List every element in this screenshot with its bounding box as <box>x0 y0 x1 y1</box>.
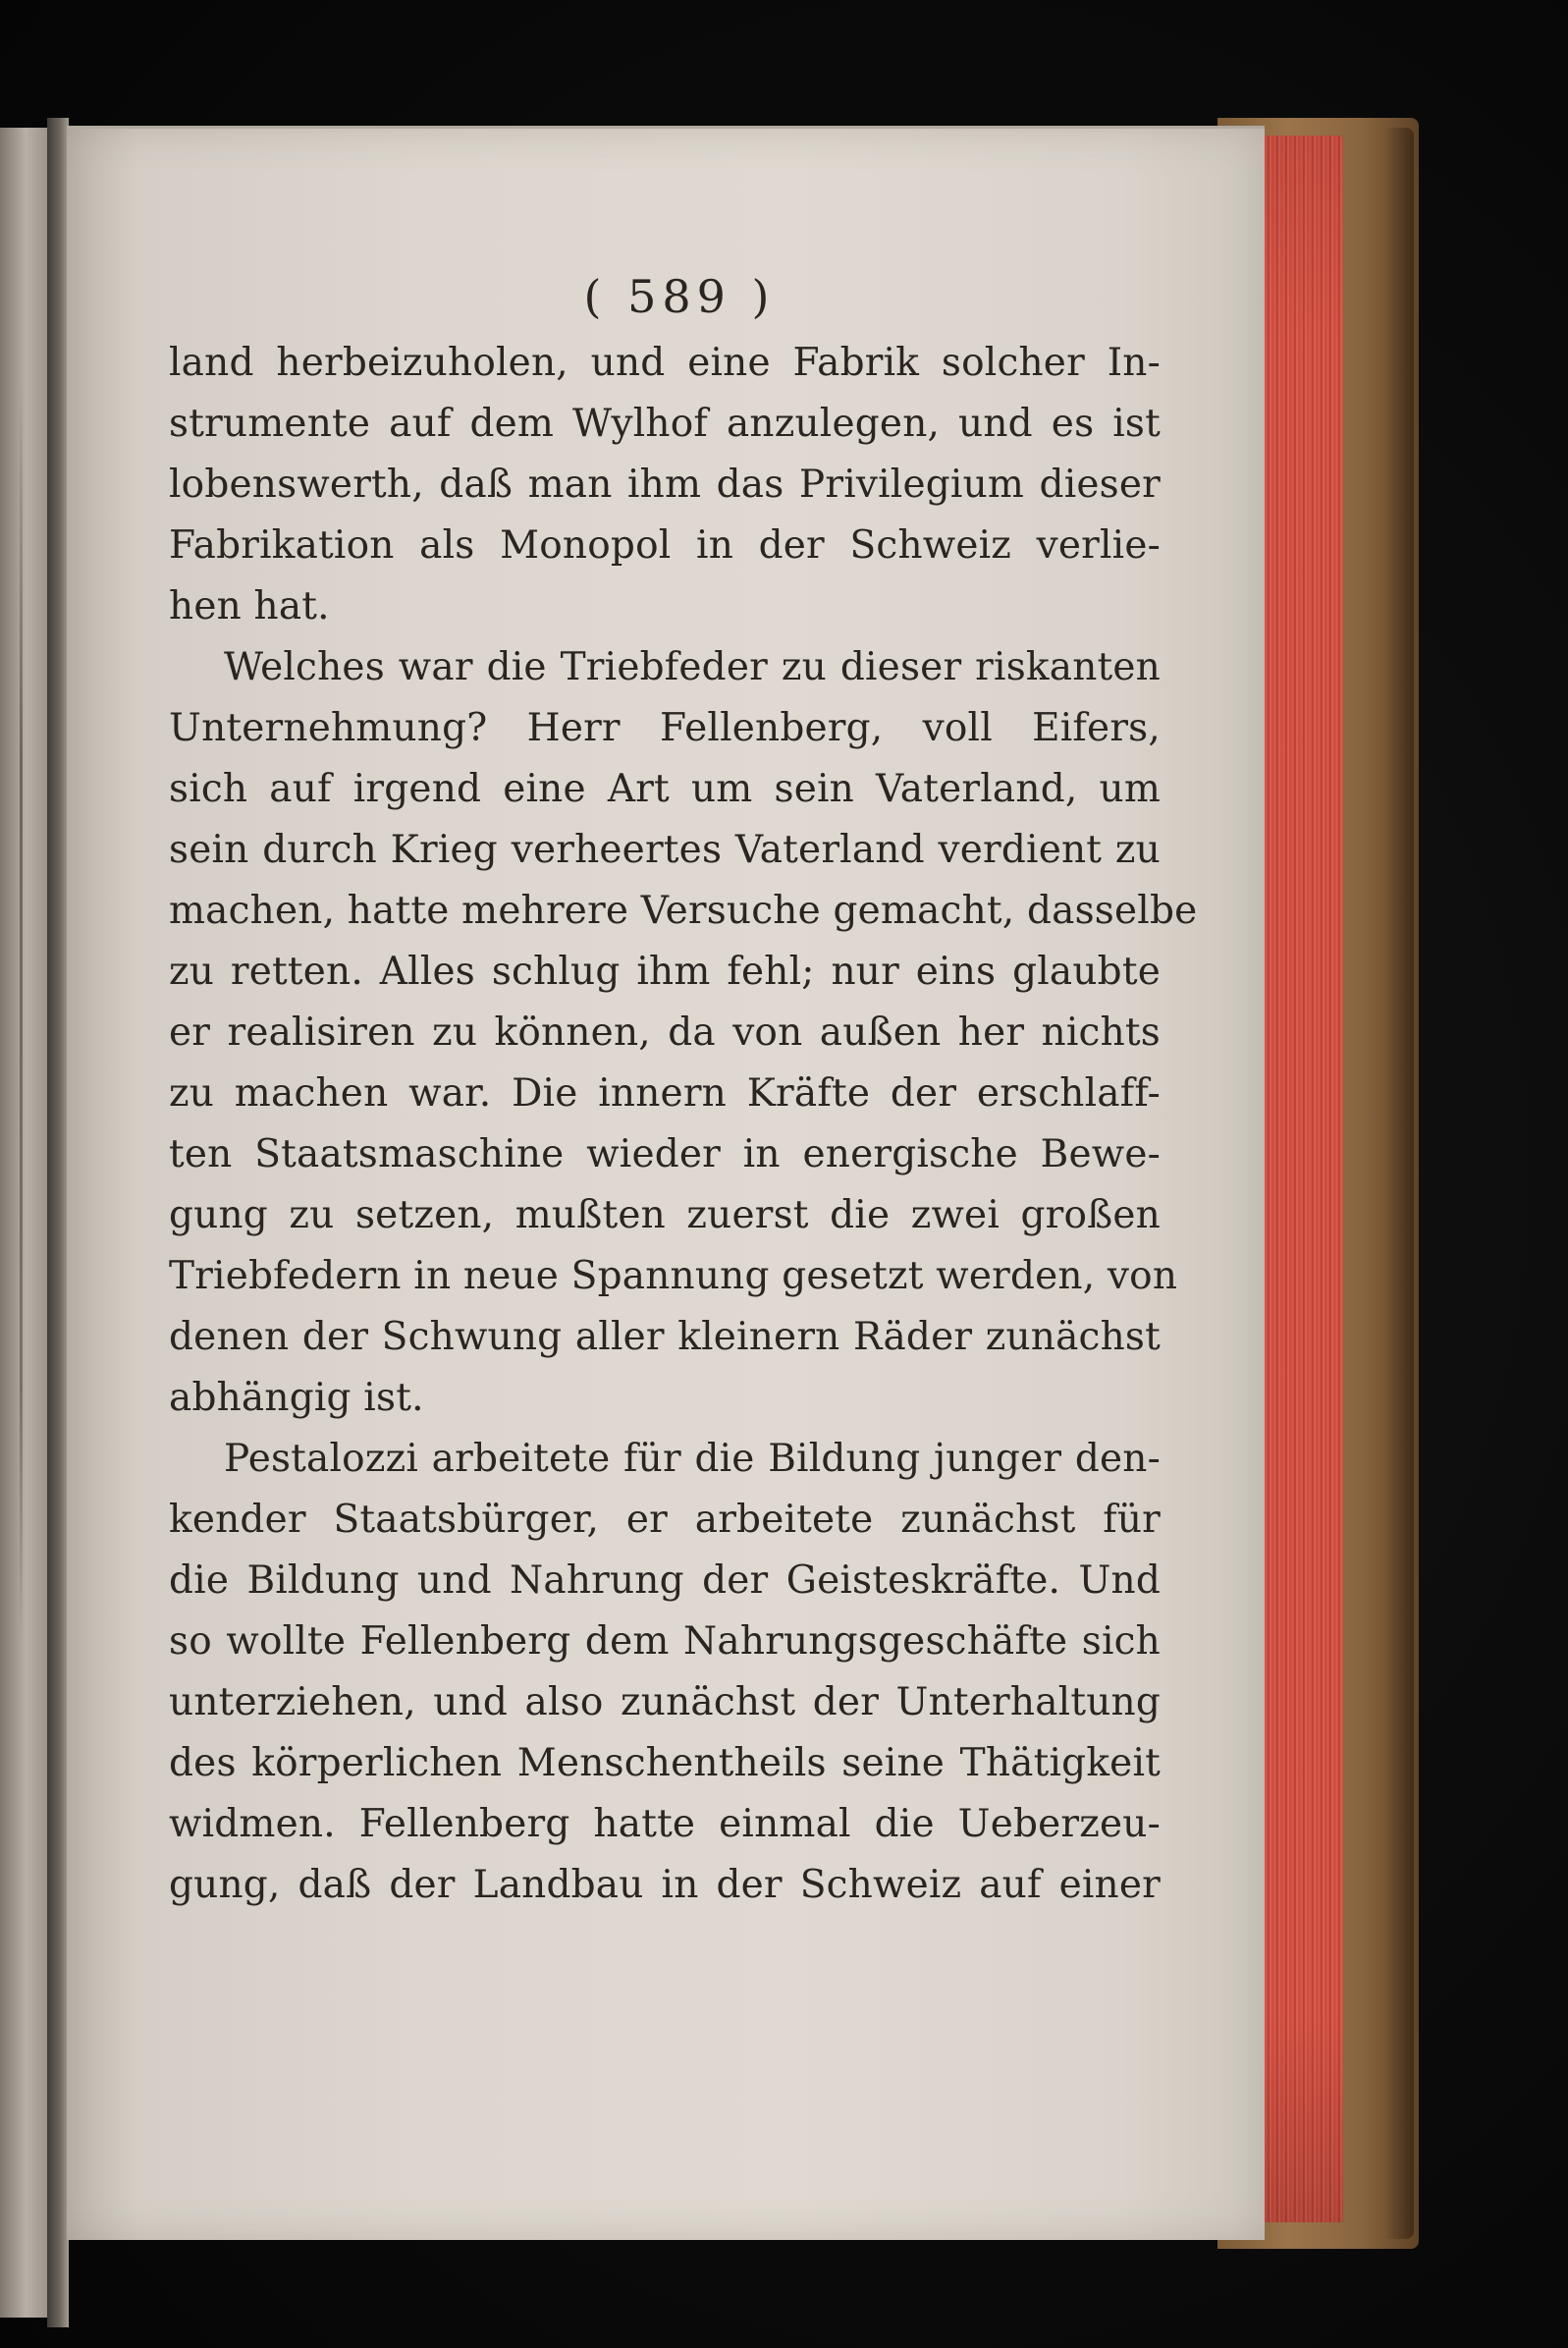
text-line: lobenswerth, daß man ihm das Privilegium dieser <box>169 463 1161 507</box>
text-line: hen hat. <box>169 584 330 628</box>
text-line: kender Staatsbürger, er arbeitete zunächst für <box>169 1498 1161 1542</box>
text-line: Pestalozzi arbeitete für die Bildung junger den- <box>224 1437 1161 1481</box>
page-text-block <box>169 266 1198 1916</box>
text-line: ten Staatsmaschine wieder in energische Bewe- <box>169 1132 1161 1176</box>
book-cover-edge <box>1384 128 1414 2239</box>
text-line: machen, hatte mehrere Versuche gemacht, dasselbe <box>169 889 1198 933</box>
previous-page-edge <box>0 128 49 2318</box>
text-line: widmen. Fellenberg hatte einmal die Ueberzeu- <box>169 1802 1161 1846</box>
text-line: abhängig ist. <box>169 1376 424 1420</box>
text-line: denen der Schwung aller kleinern Räder zunächst <box>169 1315 1161 1359</box>
text-line: land herbeizuholen, und eine Fabrik solcher In- <box>169 341 1161 385</box>
text-line: zu machen war. Die innern Kräfte der erschlaff- <box>169 1071 1161 1116</box>
page-number: ( 589 ) <box>583 270 776 323</box>
text-line: Triebfedern in neue Spannung gesetzt werden, von <box>169 1254 1178 1298</box>
text-line: gung zu setzen, mußten zuerst die zwei großen <box>169 1193 1161 1237</box>
text-line: zu retten. Alles schlug ihm fehl; nur eins glaubte <box>169 950 1161 994</box>
text-line: Welches war die Triebfeder zu dieser riskanten <box>224 645 1161 689</box>
text-line: Unternehmung? Herr Fellenberg, voll Eifers, <box>169 706 1161 750</box>
text-line: er realisiren zu können, da von außen her nichts <box>169 1010 1161 1055</box>
previous-page-shadow <box>20 383 23 1640</box>
text-line: unterziehen, und also zunächst der Unterhaltung <box>169 1680 1161 1724</box>
book-gutter <box>47 118 69 2327</box>
book-page <box>67 126 1265 2240</box>
text-line: so wollte Fellenberg dem Nahrungsgeschäfte sich <box>169 1619 1161 1664</box>
text-line: des körperlichen Menschentheils seine Thätigkeit <box>169 1741 1161 1785</box>
text-line: die Bildung und Nahrung der Geisteskräfte. Und <box>169 1558 1161 1603</box>
text-line: sich auf irgend eine Art um sein Vaterland, um <box>169 767 1161 811</box>
text-line: Fabrikation als Monopol in der Schweiz verlie- <box>169 523 1161 568</box>
text-line: strumente auf dem Wylhof anzulegen, und es ist <box>169 402 1161 446</box>
red-page-edges-shade <box>1255 136 1343 2222</box>
text-line: sein durch Krieg verheertes Vaterland verdient zu <box>169 828 1161 872</box>
text-line: gung, daß der Landbau in der Schweiz auf einer <box>169 1863 1161 1907</box>
